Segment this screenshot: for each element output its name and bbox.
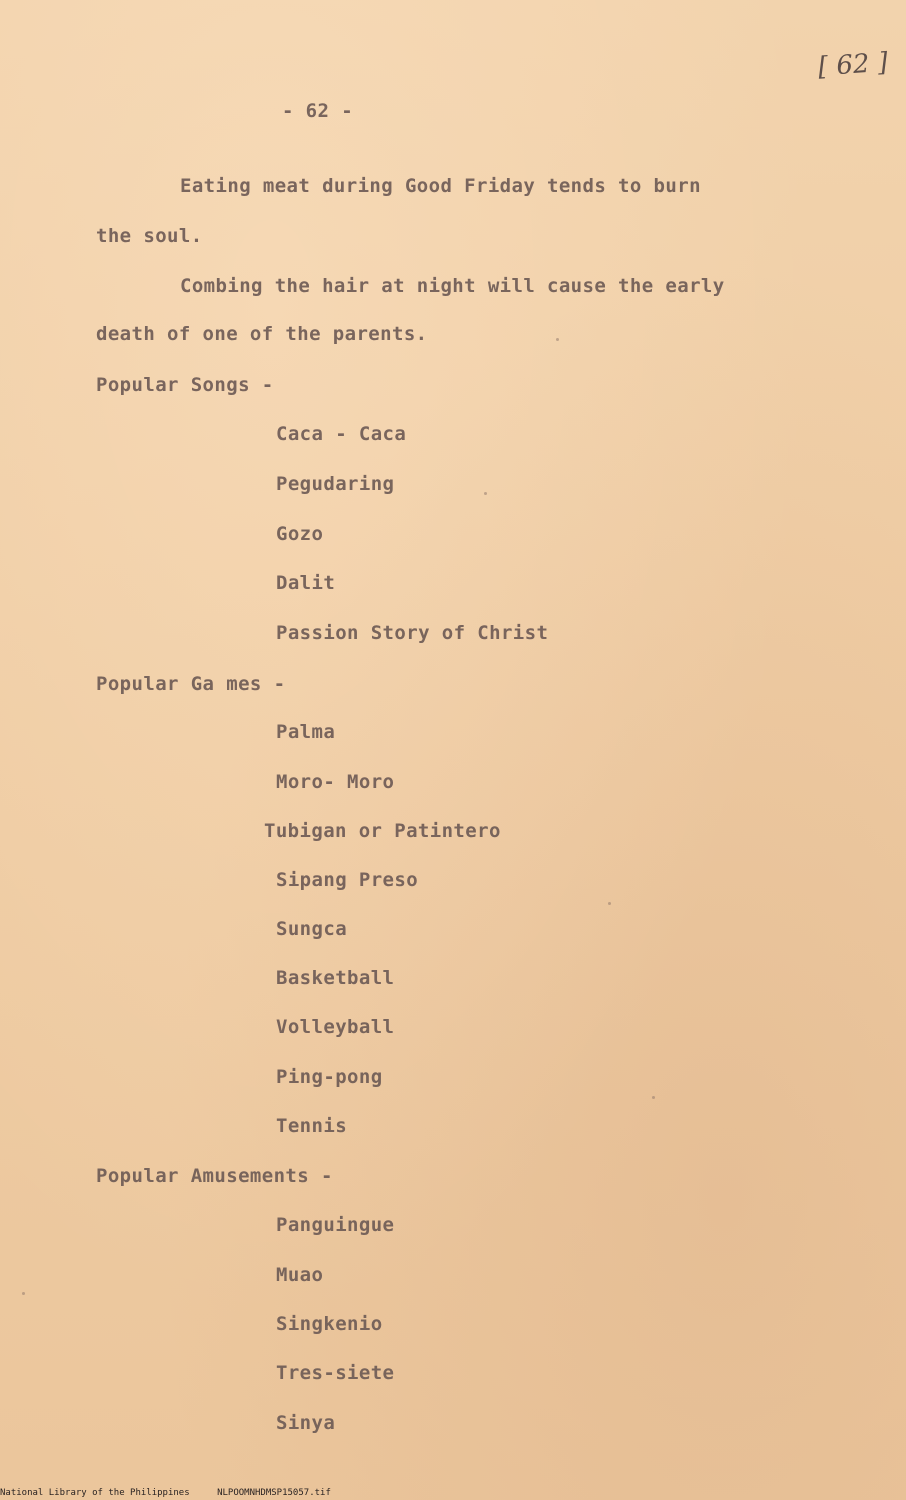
- list-item-amusement: Sinya: [276, 1412, 336, 1434]
- list-item-game: Tubigan or Patintero: [264, 820, 501, 842]
- list-item-amusement: Muao: [276, 1264, 324, 1286]
- paragraph-1-line-2: the soul.: [96, 225, 203, 247]
- paragraph-2-line-2: death of one of the parents.: [96, 323, 428, 345]
- paragraph-1-line-1: Eating meat during Good Friday tends to burn: [180, 175, 701, 197]
- list-item-song: Passion Story of Christ: [276, 622, 549, 644]
- list-item-game: Moro- Moro: [276, 771, 395, 793]
- paragraph-2-line-1: Combing the hair at night will cause the early: [180, 275, 725, 297]
- list-item-amusement: Singkenio: [276, 1313, 383, 1335]
- list-item-game: Palma: [276, 721, 336, 743]
- page-number: - 62 -: [282, 100, 354, 122]
- paper-speck: [556, 338, 559, 341]
- list-item-amusement: Panguingue: [276, 1214, 395, 1236]
- footer-filename: NLPOOMNHDMSP15057.tif: [217, 1488, 331, 1498]
- list-item-game: Sipang Preso: [276, 869, 419, 891]
- section-heading-games: Popular Ga mes -: [96, 673, 286, 695]
- paper-speck: [484, 492, 487, 495]
- list-item-game: Tennis: [276, 1115, 348, 1137]
- list-item-game: Ping-pong: [276, 1066, 383, 1088]
- paper-speck: [608, 902, 611, 905]
- footer-library: National Library of the Philippines: [0, 1488, 190, 1498]
- paper-speck: [22, 1292, 25, 1295]
- section-heading-songs: Popular Songs -: [96, 374, 274, 396]
- list-item-song: Caca - Caca: [276, 423, 407, 445]
- list-item-song: Pegudaring: [276, 473, 395, 495]
- list-item-game: Sungca: [276, 918, 348, 940]
- list-item-amusement: Tres-siete: [276, 1362, 395, 1384]
- list-item-song: Gozo: [276, 523, 324, 545]
- handwritten-page-number: [ 62 ]: [817, 47, 889, 83]
- list-item-song: Dalit: [276, 572, 336, 594]
- archive-footer: [0, 1488, 353, 1498]
- section-heading-amusements: Popular Amusements -: [96, 1165, 333, 1187]
- list-item-game: Volleyball: [276, 1016, 395, 1038]
- list-item-game: Basketball: [276, 967, 395, 989]
- paper-speck: [652, 1096, 655, 1099]
